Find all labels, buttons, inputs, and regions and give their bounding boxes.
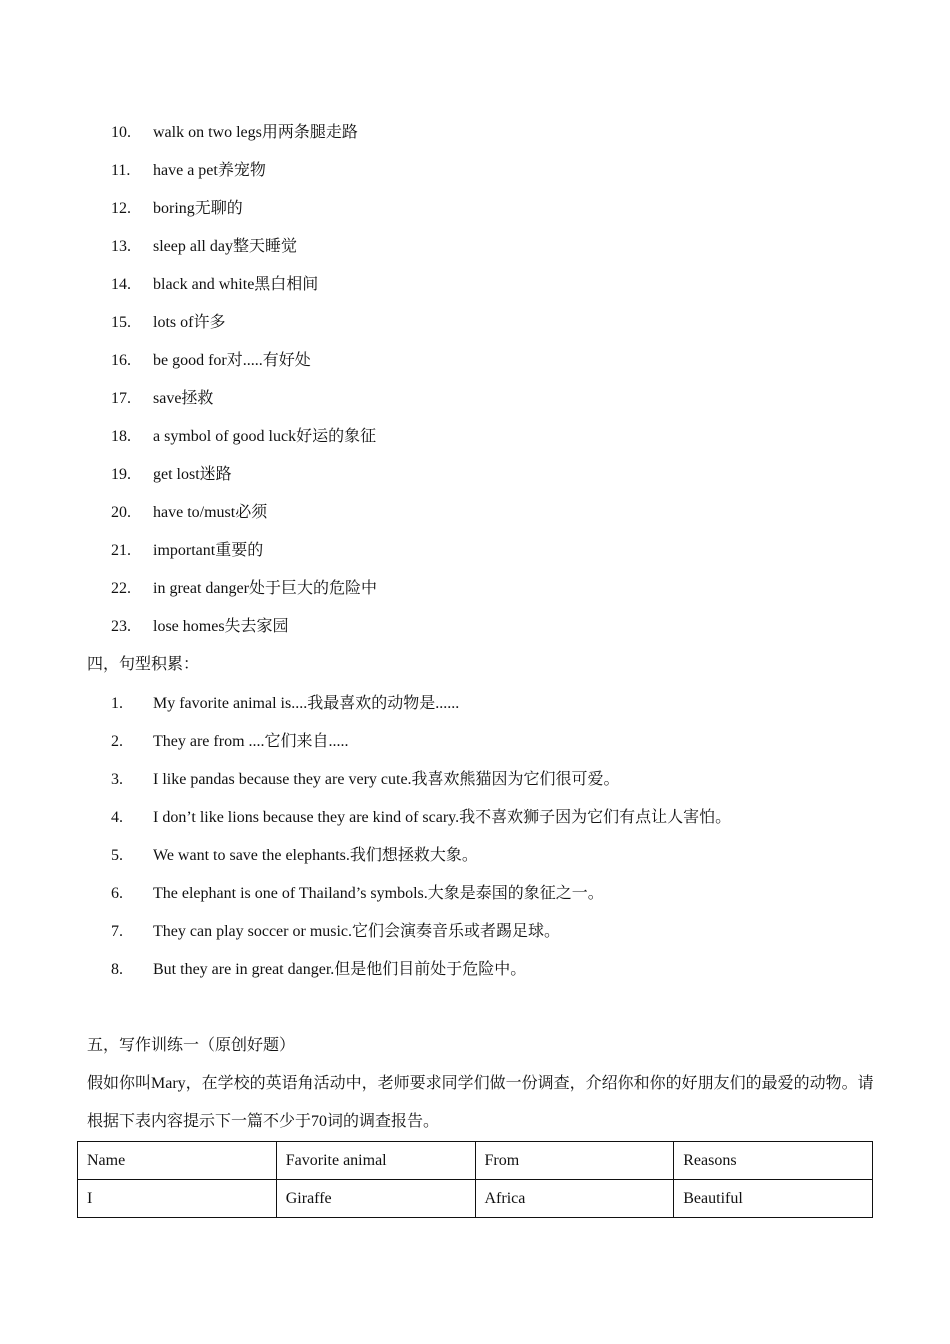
item-text: have to/must必须 bbox=[153, 504, 268, 521]
item-number: 2. bbox=[111, 733, 123, 750]
item-text: save拯救 bbox=[153, 390, 214, 407]
item-number: 18. bbox=[111, 428, 131, 445]
item-number: 14. bbox=[111, 276, 131, 293]
item-text: be good for对.....有好处 bbox=[153, 352, 311, 369]
item-number: 15. bbox=[111, 314, 131, 331]
item-text: in great danger处于巨大的危险中 bbox=[153, 580, 377, 597]
item-text: lots of许多 bbox=[153, 314, 226, 331]
table-header-cell: Reasons bbox=[674, 1142, 873, 1180]
item-text: They are from ....它们来自..... bbox=[153, 733, 349, 750]
item-number: 1. bbox=[111, 695, 123, 712]
item-number: 16. bbox=[111, 352, 131, 369]
item-number: 13. bbox=[111, 238, 131, 255]
item-number: 23. bbox=[111, 618, 131, 635]
item-text: But they are in great danger.但是他们目前处于危险中。 bbox=[153, 961, 527, 978]
table-cell: Beautiful bbox=[674, 1180, 873, 1218]
item-text: lose homes失去家园 bbox=[153, 618, 289, 635]
table-cell: I bbox=[78, 1180, 277, 1218]
item-text: get lost迷路 bbox=[153, 466, 232, 483]
item-number: 12. bbox=[111, 200, 131, 217]
item-text: The elephant is one of Thailand’s symbols.大象是泰国的象征之一。 bbox=[153, 885, 604, 902]
item-text: I don’t like lions because they are kind of scary.我不喜欢狮子因为它们有点让人害怕。 bbox=[153, 809, 732, 826]
survey-table bbox=[77, 1141, 873, 1218]
item-number: 11. bbox=[111, 162, 131, 179]
table-cell: Africa bbox=[475, 1180, 674, 1218]
table-header-cell: From bbox=[475, 1142, 674, 1180]
item-number: 4. bbox=[111, 809, 123, 826]
writing-prompt: 假如你叫Mary，在学校的英语角活动中，老师要求同学们做一份调查，介绍你和你的好朋友们的最爱的动物。请根据下表内容提示下一篇不少于70词的调查报告。 bbox=[87, 1075, 874, 1130]
item-text: a symbol of good luck好运的象征 bbox=[153, 428, 377, 445]
item-number: 20. bbox=[111, 504, 131, 521]
section-heading-sentences: 四，句型积累： bbox=[87, 656, 200, 673]
item-number: 8. bbox=[111, 961, 123, 978]
item-number: 5. bbox=[111, 847, 123, 864]
item-number: 6. bbox=[111, 885, 123, 902]
item-number: 10. bbox=[111, 124, 131, 141]
item-text: sleep all day整天睡觉 bbox=[153, 238, 297, 255]
item-text: black and white黑白相间 bbox=[153, 276, 319, 293]
item-text: boring无聊的 bbox=[153, 200, 243, 217]
item-text: have a pet养宠物 bbox=[153, 162, 266, 179]
item-text: We want to save the elephants.我们想拯救大象。 bbox=[153, 847, 478, 864]
table-header-cell: Favorite animal bbox=[276, 1142, 475, 1180]
item-number: 21. bbox=[111, 542, 131, 559]
table-header-cell: Name bbox=[78, 1142, 277, 1180]
item-text: walk on two legs用两条腿走路 bbox=[153, 124, 358, 141]
table-cell: Giraffe bbox=[276, 1180, 475, 1218]
item-number: 19. bbox=[111, 466, 131, 483]
item-text: They can play soccer or music.它们会演奏音乐或者踢足球。 bbox=[153, 923, 561, 940]
item-number: 3. bbox=[111, 771, 123, 788]
table-header-row bbox=[78, 1142, 873, 1180]
table-row bbox=[78, 1180, 873, 1218]
item-number: 7. bbox=[111, 923, 123, 940]
item-number: 17. bbox=[111, 390, 131, 407]
item-text: important重要的 bbox=[153, 542, 264, 559]
item-number: 22. bbox=[111, 580, 131, 597]
item-text: My favorite animal is....我最喜欢的动物是...... bbox=[153, 695, 460, 712]
item-text: I like pandas because they are very cute.我喜欢熊猫因为它们很可爱。 bbox=[153, 771, 620, 788]
section-heading-writing: 五，写作训练一（原创好题） bbox=[87, 1037, 296, 1054]
